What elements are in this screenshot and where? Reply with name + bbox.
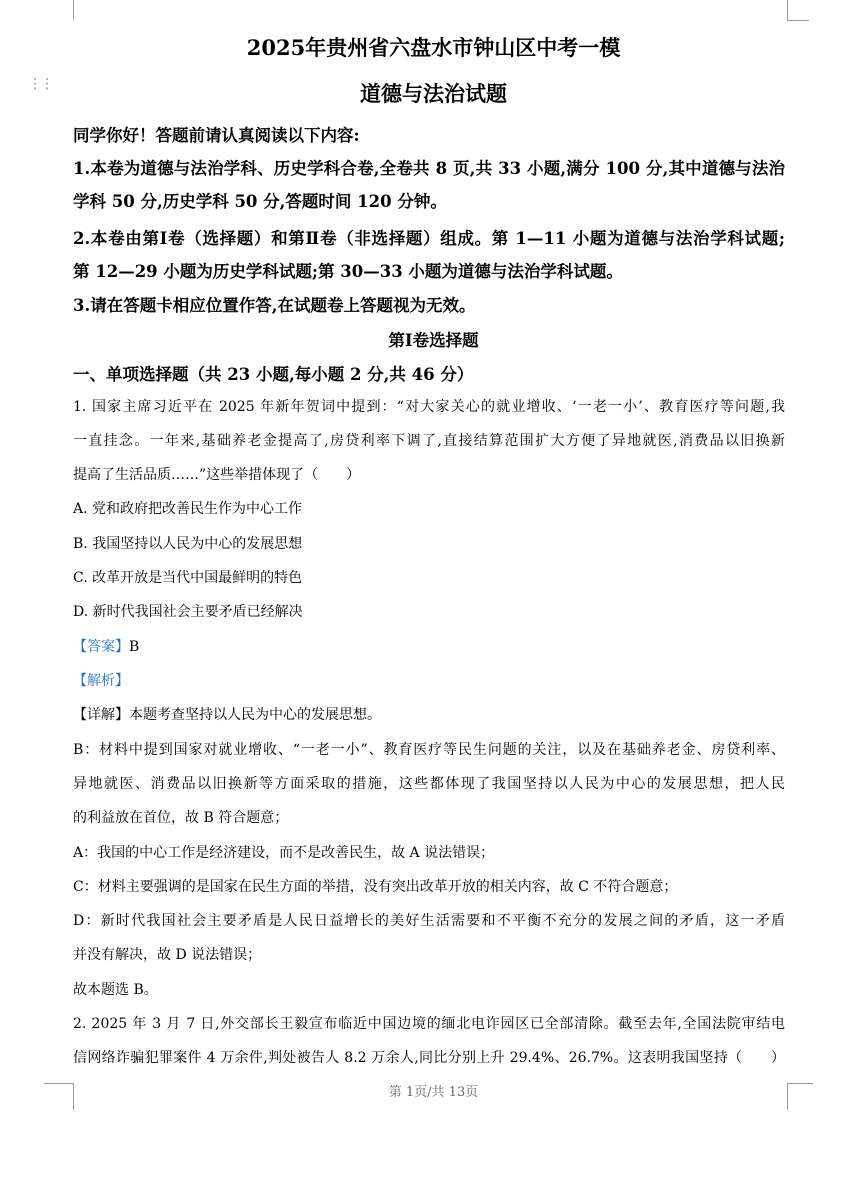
part-heading: 第Ⅰ卷选择题: [388, 331, 479, 350]
answer-value: B: [129, 639, 140, 655]
q1-detail: 【详解】本题考查坚持以人民为中心的发展思想。: [73, 707, 381, 723]
drag-handle-icon[interactable]: ⋮⋮: [28, 76, 52, 92]
q1-explain-c: C：材料主要强调的是国家在民生方面的举措，没有突出改革开放的相关内容，故 C 不符合题意；: [73, 879, 678, 895]
q1-explain-b-2: 异地就医、消费品以旧换新等方面采取的措施，这些都体现了我国坚持以人民为中心的发展思想，把人民: [73, 776, 785, 792]
instruction-item-3: 3.请在答题卡相应位置作答,在试题卷上答题视为无效。: [73, 296, 476, 315]
q1-explain-d-2: 并没有解决，故 D 说法错误；: [73, 947, 262, 963]
instruction-item-2a: 2.本卷由第Ⅰ卷（选择题）和第Ⅱ卷（非选择题）组成。第 1—11 小题为道德与法治学科试题;: [73, 229, 785, 248]
q1-explain-d-1: D：新时代我国社会主要矛盾是人民日益增长的美好生活需要和不平衡不充分的发展之间的矛盾，这一矛盾: [73, 913, 785, 929]
crop-mark-top-right: [787, 0, 788, 20]
q2-stem-line-1: 2. 2025 年 3 月 7 日,外交部长王毅宣布临近中国边境的缅北电诈园区已全部清除。截至去年,全国法院审结电: [73, 1016, 785, 1032]
document-title: 2025年贵州省六盘水市钟山区中考一模: [246, 35, 621, 60]
q1-conclusion: 故本题选 B。: [73, 982, 158, 998]
instructions-greeting: 同学你好！答题前请认真阅读以下内容:: [73, 126, 360, 145]
answer-tag: 【答案】: [73, 639, 129, 655]
document-subtitle: 道德与法治试题: [360, 81, 507, 106]
q2-stem-line-2: 信网络诈骗犯罪案件 4 万余件,判处被告人 8.2 万余人,同比分别上升 29.4%、26.7%。这表明我国坚持（ ）: [73, 1050, 785, 1066]
q1-explain-b-1: B：材料中提到国家对就业增收、“一老一小”、教育医疗等民生问题的关注，以及在基础养老金、房贷利率、: [73, 742, 785, 758]
section-heading: 一、单项选择题（共 23 小题,每小题 2 分,共 46 分）: [73, 365, 474, 384]
analysis-tag: 【解析】: [73, 673, 129, 689]
q1-option-a: A. 党和政府把改善民生作为中心工作: [73, 501, 303, 517]
q1-explain-b-3: 的利益放在首位，故 B 符合题意；: [73, 810, 289, 826]
crop-mark-top-right-h: [787, 20, 809, 21]
q1-stem-line-2: 一直挂念。一年来,基础养老金提高了,房贷利率下调了,直接结算范围扩大方便了异地就医,消费品以旧换新: [73, 433, 785, 449]
page-footer: 第 1页/共 13页: [388, 1085, 479, 1100]
q1-option-d: D. 新时代我国社会主要矛盾已经解决: [73, 604, 303, 620]
instruction-item-2b: 第 12—29 小题为历史学科试题;第 30—33 小题为道德与法治学科试题。: [73, 262, 623, 281]
q1-answer: [73, 636, 139, 656]
crop-mark-top-left: [73, 0, 74, 20]
q1-stem-line-3: 提高了生活品质……”这些举措体现了（ ）: [73, 467, 361, 483]
q1-stem-line-1: 1. 国家主席习近平在 2025 年新年贺词中提到：“对大家关心的就业增收、‘一老一小’、教育医疗等问题,我: [73, 399, 785, 415]
q1-option-b: B. 我国坚持以人民为中心的发展思想: [73, 536, 303, 552]
instruction-item-1b: 学科 50 分,历史学科 50 分,答题时间 120 分钟。: [73, 192, 447, 211]
q1-explain-a: A：我国的中心工作是经济建设，而不是改善民生，故 A 说法错误；: [73, 845, 495, 861]
q1-option-c: C. 改革开放是当代中国最鲜明的特色: [73, 570, 303, 586]
instruction-item-1a: 1.本卷为道德与法治学科、历史学科合卷,全卷共 8 页,共 33 小题,满分 100 分,其中道德与法治: [73, 159, 785, 178]
